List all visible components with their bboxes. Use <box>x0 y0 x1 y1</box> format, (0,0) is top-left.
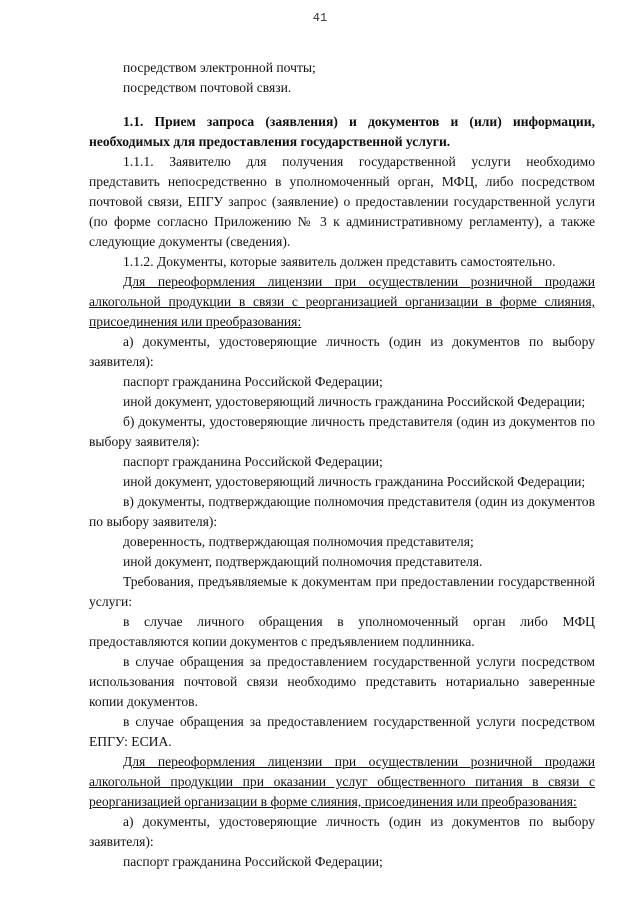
paragraph: 1.1.2. Документы, которые заявитель должен представить самостоятельно. <box>123 254 556 269</box>
paragraph: 1.1.1. Заявителю для получения государственной услуги необходимо представить непосредственно в уполномоченный орган, МФЦ, либо посредством почтовой связи, ЕПГУ запрос (заявление) о предоставлении государственной услуги (по форме согласно Приложению № 3 к административному регламенту), а также следующие документы (сведения). <box>89 154 595 249</box>
paragraph: паспорт гражданина Российской Федерации; <box>123 454 383 469</box>
section-heading: 1.1. Прием запроса (заявления) и документов и (или) информации, необходимых для предоставления государственной услуги. <box>89 114 595 149</box>
paragraph: иной документ, удостоверяющий личность гражданина Российской Федерации; <box>123 474 586 489</box>
paragraph: посредством почтовой связи. <box>123 80 292 95</box>
paragraph: посредством электронной почты; <box>123 60 316 75</box>
paragraph: в случае обращения за предоставлением государственной услуги посредством использования почтовой связи необходимо представить нотариально заверенные копии документов. <box>89 654 595 709</box>
paragraph: б) документы, удостоверяющие личность представителя (один из документов по выбору заявителя): <box>89 414 595 449</box>
paragraph: иной документ, подтверждающий полномочия представителя. <box>123 554 483 569</box>
underlined-paragraph: Для переоформления лицензии при осуществлении розничной продажи алкогольной продукции при оказании услуг общественного питания в связи с реорганизацией организации в форме слияния, присоединения или преобразования: <box>89 754 595 809</box>
paragraph: иной документ, удостоверяющий личность гражданина Российской Федерации; <box>123 394 586 409</box>
paragraph: доверенность, подтверждающая полномочия представителя; <box>123 534 474 549</box>
paragraph: Требования, предъявляемые к документам при предоставлении государственной услуги: <box>89 574 595 609</box>
paragraph: а) документы, удостоверяющие личность (один из документов по выбору заявителя): <box>89 334 595 369</box>
paragraph: паспорт гражданина Российской Федерации; <box>123 854 383 869</box>
underlined-paragraph: Для переоформления лицензии при осуществлении розничной продажи алкогольной продукции в связи с реорганизацией организации в форме слияния, присоединения или преобразования: <box>89 274 595 329</box>
paragraph: в) документы, подтверждающие полномочия представителя (один из документов по выбору заявителя): <box>89 494 595 529</box>
document-body <box>89 58 595 872</box>
page-number: 41 <box>312 11 328 25</box>
paragraph: в случае личного обращения в уполномоченный орган либо МФЦ предоставляются копии документов с предъявлением подлинника. <box>89 614 595 649</box>
paragraph: а) документы, удостоверяющие личность (один из документов по выбору заявителя): <box>89 814 595 849</box>
paragraph: паспорт гражданина Российской Федерации; <box>123 374 383 389</box>
paragraph: в случае обращения за предоставлением государственной услуги посредством ЕПГУ: ЕСИА. <box>89 714 595 749</box>
